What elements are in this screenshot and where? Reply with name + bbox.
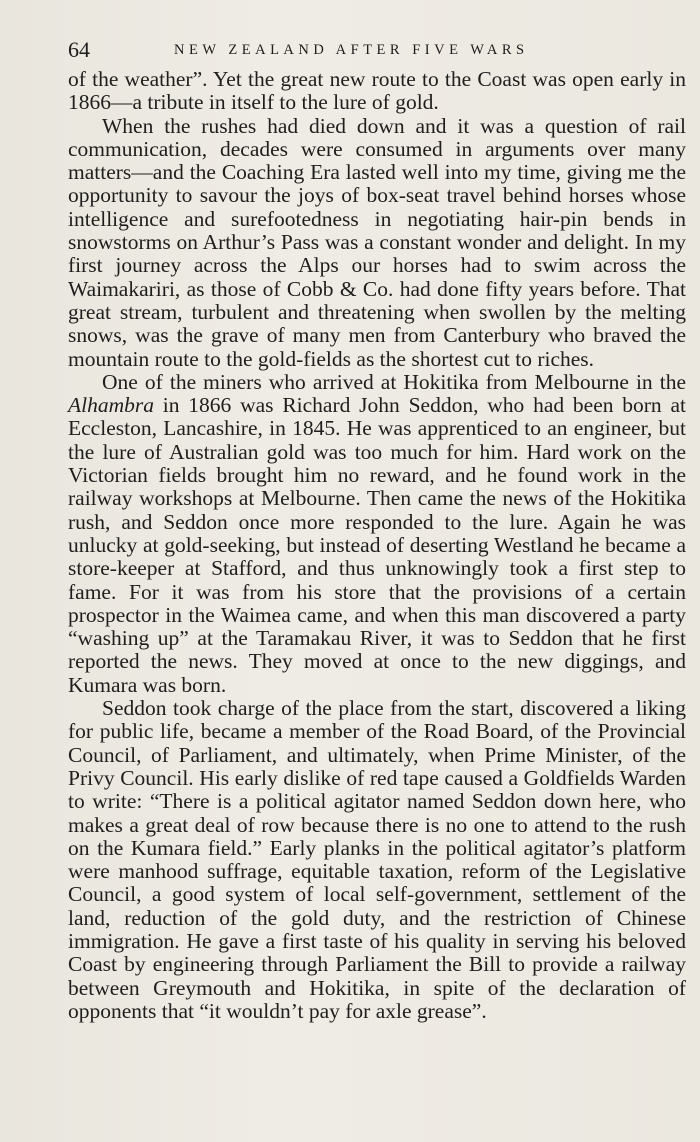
paragraph: When the rushes had died down and it was a question of rail communication, decades were consumed in arguments over many matters—and the Coaching Era lasted well into my time, giving me the opportunity to savour the joys of box-seat travel behind horses whose intelligence and surefootedness in negotiating hair-pin bends in snowstorms on Arthur’s Pass was a constant wonder and delight. In my first journey across the Alps our horses had to swim across the Waimakariri, as those of Cobb & Co. had done fifty years before. That great stream, turbulent and threatening when swollen by the melting snows, was the grave of many men from Canterbury who braved the mountain route to the gold-fields as the shortest cut to riches. [68,113,686,371]
paragraph-text: in 1866 was Richard John Seddon, who had been born at Eccleston, Lancashire, in 1845. He was apprenticed to an engineer, but the lure of Australian gold was too much for him. Hard work on the Victorian fields brought him no reward, and he found work in the railway workshops at Melbourne. Then came the news of the Hokitika rush, and Seddon once more responded to the lure. Again he was unlucky at gold-seeking, but instead of deserting Westland he became a store-keeper at Stafford, and thus unknowingly took a first step to fame. For it was from his store that the provisions of a certain prospector in the Waimea came, and when this man discovered a party “washing up” at the Taramakau River, it was to Seddon that he first reported the news. They moved at once to the new diggings, and Kumara was born. [68,393,686,697]
ship-name-italic: Alhambra [68,393,154,418]
paragraph: Seddon took charge of the place from the start, discovered a liking for public life, became a member of the Road Board, of the Provincial Council, of Parliament, and ultimately, when Prime Minister, of the Privy Council. His early dislike of red tape caused a Goldfields Warden to write: “There is a political agitator named Seddon down here, who makes a great deal of row because there is no one to attend to the rush on the Kumara field.” Early planks in the political agitator’s platform were manhood suffrage, equitable taxation, reform of the Legislative Council, a good system of local self-government, settlement of the land, reduction of the gold duty, and the restriction of Chinese immigration. He gave a first taste of his quality in serving his beloved Coast by engineering through Parliament the Bill to provide a railway between Greymouth and Hokitika, in spite of the declaration of opponents that “it wouldn’t pay for axle grease”. [68,696,686,1023]
body-text [68,68,686,1023]
paragraph [68,371,686,697]
page-header [68,34,668,66]
paragraph-text: One of the miners who arrived at Hokitika from Melbourne in the [102,369,686,394]
page-number: 64 [68,37,90,62]
paragraph: of the weather”. Yet the great new route to the Coast was open early in 1866—a tribute in itself to the lure of gold. [68,67,686,115]
running-title: NEW ZEALAND AFTER FIVE WARS [174,42,529,58]
